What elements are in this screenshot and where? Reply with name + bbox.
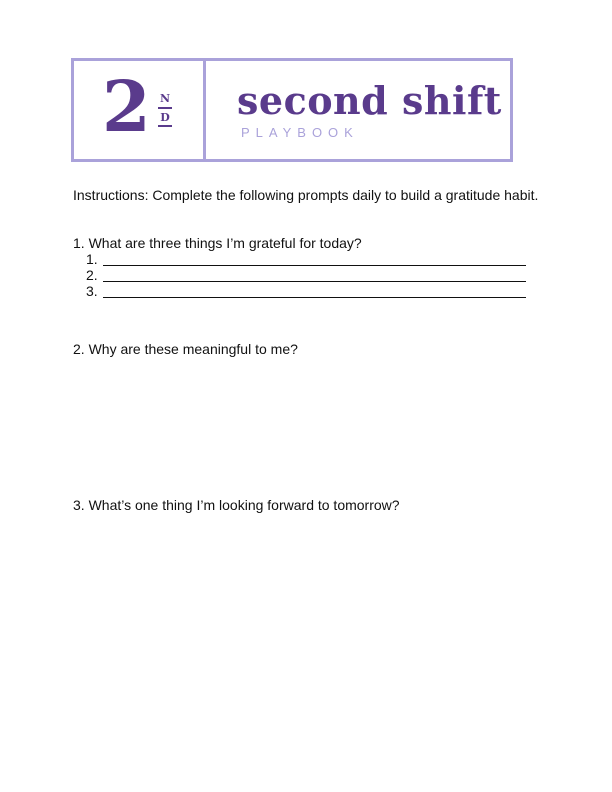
answer-underline — [103, 297, 526, 298]
instructions-text: Instructions: Complete the following prompts daily to build a gratitude habit. — [73, 187, 539, 203]
question-1: 1. What are three things I’m grateful for today? — [73, 235, 362, 251]
answer-underline — [103, 265, 526, 266]
second-logo-mark — [102, 65, 182, 148]
answer-number: 2. — [86, 267, 98, 283]
question-3: 3. What’s one thing I’m looking forward to tomorrow? — [73, 497, 400, 513]
question-2: 2. Why are these meaningful to me? — [73, 341, 298, 357]
logo-suffix-top: N — [159, 92, 171, 105]
answer-number: 1. — [86, 251, 98, 267]
answer-line-3[interactable] — [86, 283, 526, 299]
header-divider — [203, 61, 206, 159]
logo-numeral: 2 — [102, 65, 151, 148]
logo-suffix-underline — [158, 125, 172, 127]
answer-line-2[interactable] — [86, 267, 526, 283]
answer-number: 3. — [86, 283, 98, 299]
brand-subtitle: PLAYBOOK — [241, 125, 359, 140]
brand-name: second shift — [237, 78, 502, 123]
logo-suffix-bottom: D — [160, 111, 170, 124]
header-logo-box — [71, 58, 513, 162]
logo-suffix-bar — [158, 107, 172, 109]
answer-underline — [103, 281, 526, 282]
logo-ordinal-suffix — [158, 93, 172, 127]
answer-line-1[interactable] — [86, 251, 526, 267]
